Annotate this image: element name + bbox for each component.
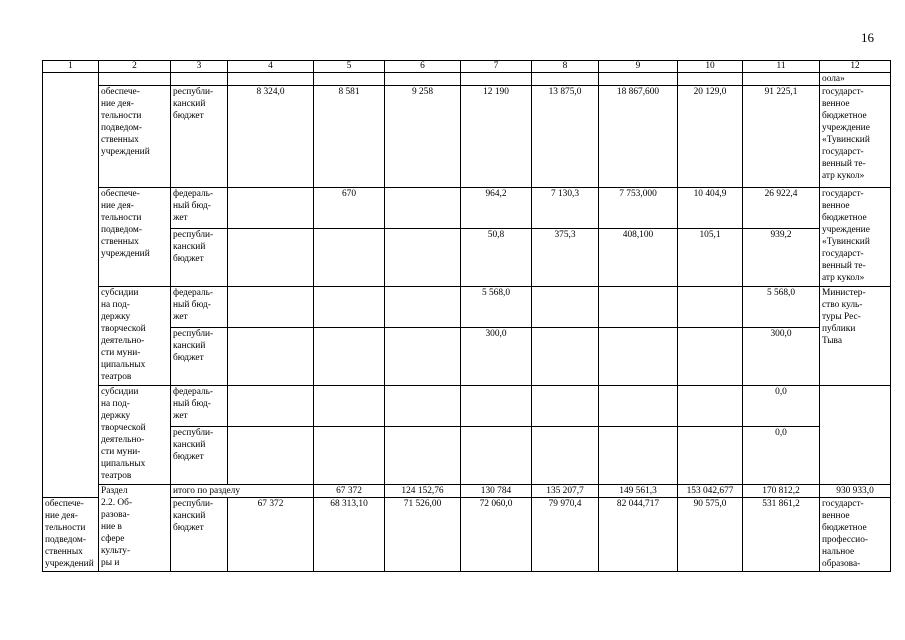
value-cell: 670 — [314, 188, 385, 229]
value-cell: 79 970,4 — [532, 498, 599, 572]
table-cell — [99, 73, 171, 86]
total-value-cell: 930 933,0 — [820, 485, 891, 498]
value-cell — [314, 287, 385, 328]
column-header: 12 — [820, 61, 891, 73]
value-cell: 7 753,000 — [599, 188, 678, 229]
value-cell: 300,0 — [743, 328, 820, 386]
value-cell: 300,0 — [461, 328, 532, 386]
value-cell: 7 130,3 — [532, 188, 599, 229]
value-cell — [385, 386, 461, 427]
column-header: 8 — [532, 61, 599, 73]
value-cell: 20 129,0 — [678, 86, 743, 188]
total-value-cell: 170 812,2 — [743, 485, 820, 498]
total-value-cell: 149 561,3 — [599, 485, 678, 498]
value-cell: 67 372 — [228, 498, 314, 572]
value-cell: 9 258 — [385, 86, 461, 188]
table-cell — [599, 73, 678, 86]
budget-source-cell: республи- канский бюджет — [171, 229, 228, 287]
table-row — [43, 328, 891, 386]
value-cell — [228, 427, 314, 485]
budget-source-cell: республи- канский бюджет — [171, 328, 228, 386]
value-cell: 68 313,10 — [314, 498, 385, 572]
value-cell: 408,100 — [599, 229, 678, 287]
value-cell: 91 225,1 — [743, 86, 820, 188]
activity-cell: субсидии на под- держку творческой деятельно- сти муни- ципальных театров — [99, 386, 171, 485]
total-value-cell: 135 207,7 — [532, 485, 599, 498]
budget-source-cell: республи- канский бюджет — [171, 86, 228, 188]
value-cell: 0,0 — [743, 427, 820, 485]
value-cell — [385, 287, 461, 328]
value-cell: 12 190 — [461, 86, 532, 188]
column-header: 3 — [171, 61, 228, 73]
value-cell: 375,3 — [532, 229, 599, 287]
value-cell — [385, 188, 461, 229]
value-cell: 5 568,0 — [743, 287, 820, 328]
section-total-row — [43, 485, 891, 498]
value-cell: 105,1 — [678, 229, 743, 287]
value-cell: 939,2 — [743, 229, 820, 287]
responsible-cell: Министер- ство куль- туры Рес- публики Тыва — [820, 287, 891, 386]
value-cell — [678, 287, 743, 328]
activity-cell: обеспече- ние дея- тельности подведом- ственных учреждений — [43, 498, 99, 572]
value-cell: 13 875,0 — [532, 86, 599, 188]
value-cell — [678, 386, 743, 427]
value-cell: 50,8 — [461, 229, 532, 287]
table-row — [43, 287, 891, 328]
table-row — [43, 498, 891, 572]
value-cell: 531 861,2 — [743, 498, 820, 572]
total-value-cell: 124 152,76 — [385, 485, 461, 498]
table-cell — [171, 73, 228, 86]
value-cell — [314, 427, 385, 485]
responsible-cell — [820, 386, 891, 485]
activity-cell: обеспече- ние дея- тельности подведом- ственных учреждений — [99, 86, 171, 188]
column-header: 10 — [678, 61, 743, 73]
activity-cell: субсидии на под- держку творческой деятельно- сти муни- ципальных театров — [99, 287, 171, 386]
budget-source-cell: федераль- ный бюд- жет — [171, 287, 228, 328]
value-cell — [228, 188, 314, 229]
value-cell — [532, 427, 599, 485]
value-cell — [678, 427, 743, 485]
value-cell — [532, 386, 599, 427]
value-cell — [385, 328, 461, 386]
table-row — [43, 386, 891, 427]
value-cell: 72 060,0 — [461, 498, 532, 572]
value-cell — [532, 287, 599, 328]
value-cell — [314, 328, 385, 386]
table-cell — [532, 73, 599, 86]
value-cell — [599, 287, 678, 328]
value-cell: 18 867,600 — [599, 86, 678, 188]
value-cell: 964,2 — [461, 188, 532, 229]
value-cell — [461, 386, 532, 427]
table-row — [43, 427, 891, 485]
section-label-cell: Раздел 2.2. Об- разова- ние в сфере культу- ры и — [99, 485, 171, 572]
value-cell — [532, 328, 599, 386]
value-cell: 5 568,0 — [461, 287, 532, 328]
column-header: 5 — [314, 61, 385, 73]
total-value-cell: 153 042,677 — [678, 485, 743, 498]
value-cell — [385, 229, 461, 287]
responsible-cell: государст- венное бюджетное учреждение «Тувинский государст- венный те- атр кукол» — [820, 86, 891, 188]
value-cell: 8 581 — [314, 86, 385, 188]
value-cell — [314, 386, 385, 427]
page-number: 16 — [861, 30, 874, 45]
column-header: 11 — [743, 61, 820, 73]
value-cell: 0,0 — [743, 386, 820, 427]
section-cell-empty — [43, 73, 99, 498]
value-cell — [228, 229, 314, 287]
total-label-cell: итого по разделу — [171, 485, 314, 498]
responsible-cell: оола» — [820, 73, 891, 86]
budget-source-cell: федераль- ный бюд- жет — [171, 386, 228, 427]
value-cell — [461, 427, 532, 485]
column-header: 4 — [228, 61, 314, 73]
value-cell: 26 922,4 — [743, 188, 820, 229]
table-cell — [461, 73, 532, 86]
value-cell — [599, 386, 678, 427]
table-cell — [228, 73, 314, 86]
value-cell — [678, 328, 743, 386]
table-cell — [314, 73, 385, 86]
value-cell — [599, 328, 678, 386]
budget-source-cell: республи- канский бюджет — [171, 427, 228, 485]
value-cell: 8 324,0 — [228, 86, 314, 188]
total-value-cell: 130 784 — [461, 485, 532, 498]
budget-table — [42, 60, 891, 572]
responsible-cell: государст- венное бюджетное профессио- нальное образова- — [820, 498, 891, 572]
value-cell — [385, 427, 461, 485]
column-header: 7 — [461, 61, 532, 73]
column-header: 9 — [599, 61, 678, 73]
table-row — [43, 229, 891, 287]
table-header-row — [43, 61, 891, 73]
table-row — [43, 86, 891, 188]
activity-cell: обеспече- ние дея- тельности подведом- ственных учреждений — [99, 188, 171, 287]
budget-source-cell: федераль- ный бюд- жет — [171, 188, 228, 229]
value-cell — [228, 328, 314, 386]
total-value-cell: 67 372 — [314, 485, 385, 498]
value-cell: 10 404,9 — [678, 188, 743, 229]
column-header: 1 — [43, 61, 99, 73]
value-cell — [314, 229, 385, 287]
value-cell — [228, 287, 314, 328]
responsible-cell: государст- венное бюджетное учреждение «Тувинский государст- венный те- атр кукол» — [820, 188, 891, 287]
table-row — [43, 73, 891, 86]
value-cell: 90 575,0 — [678, 498, 743, 572]
column-header: 2 — [99, 61, 171, 73]
table-cell — [678, 73, 743, 86]
value-cell: 82 044,717 — [599, 498, 678, 572]
budget-source-cell: республи- канский бюджет — [171, 498, 228, 572]
value-cell: 71 526,00 — [385, 498, 461, 572]
table-row — [43, 188, 891, 229]
value-cell — [599, 427, 678, 485]
value-cell — [228, 386, 314, 427]
table-cell — [743, 73, 820, 86]
table-cell — [385, 73, 461, 86]
column-header: 6 — [385, 61, 461, 73]
